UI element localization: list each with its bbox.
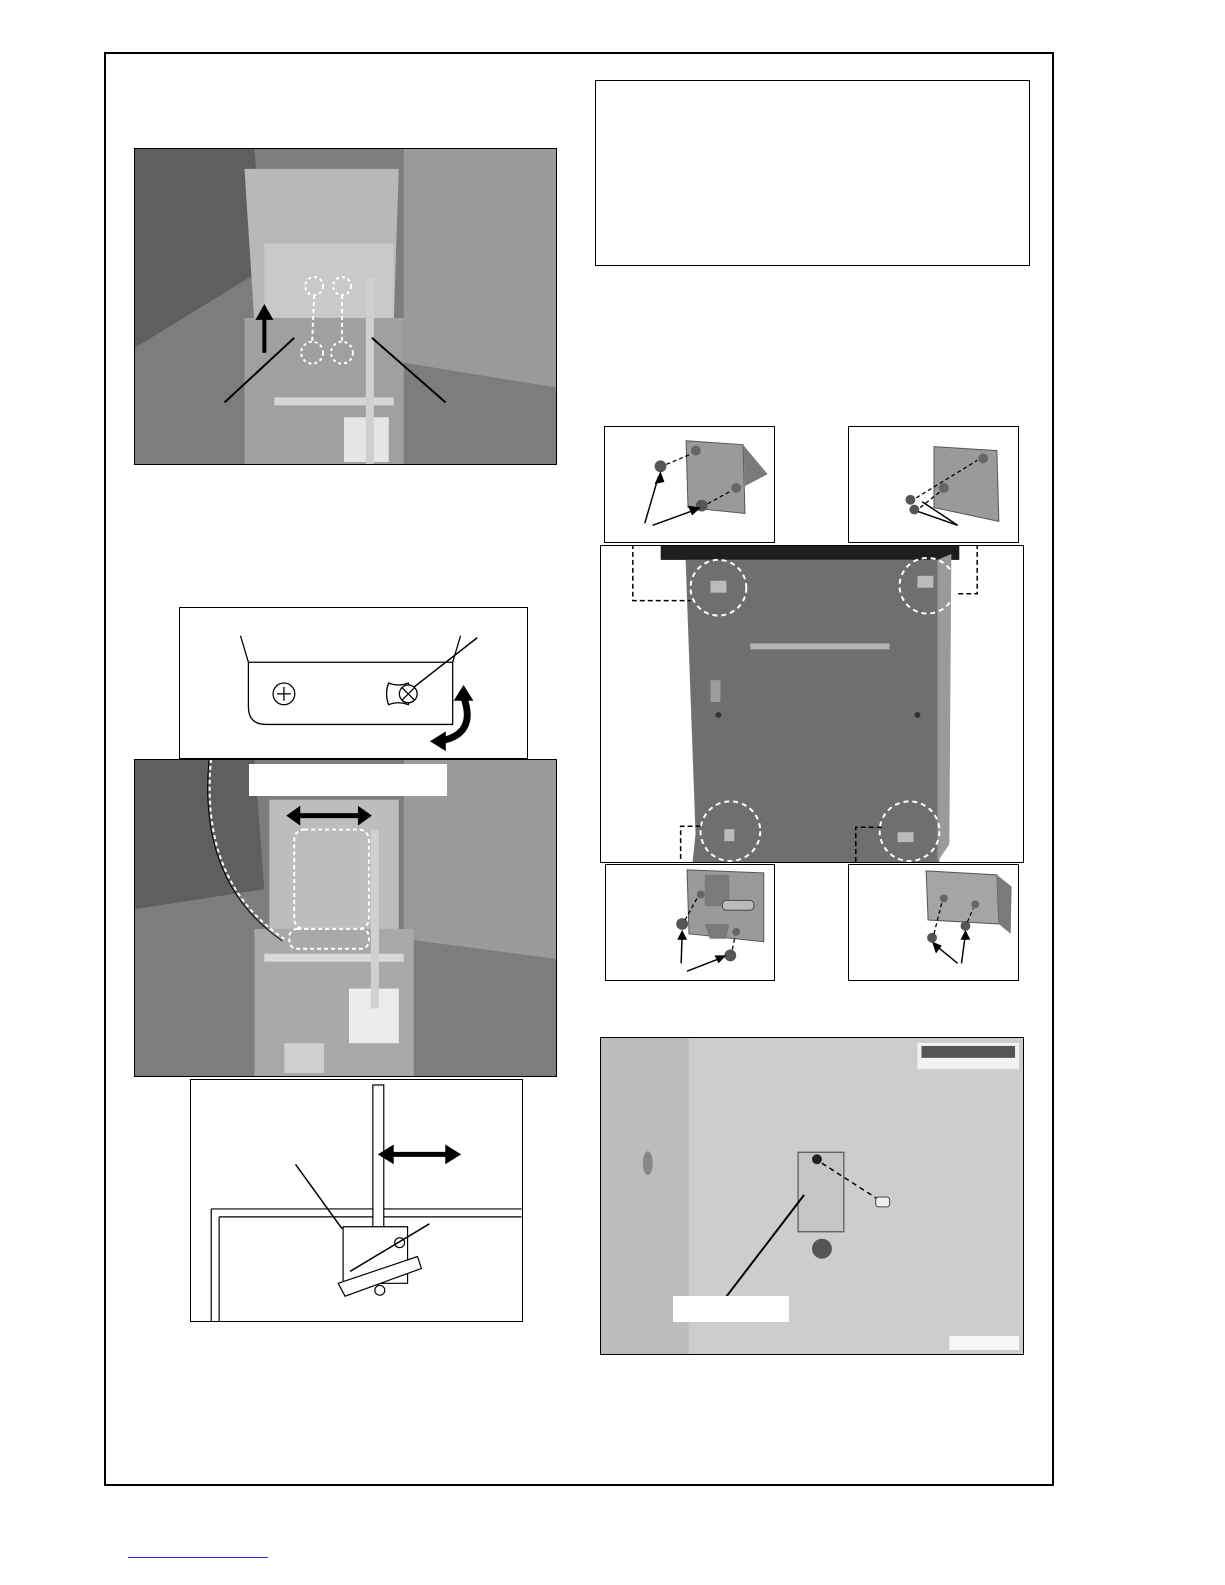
fig-bracket-top-left <box>604 426 775 543</box>
note-box <box>595 80 1030 266</box>
fig-bracket-top-right <box>848 426 1019 543</box>
fig-bracket-bottom-left <box>605 864 775 981</box>
fig-cover-plate <box>600 1037 1024 1355</box>
footer-link[interactable] <box>128 1557 268 1558</box>
label-box <box>673 1296 789 1322</box>
fig-panel-rear <box>600 545 1024 863</box>
fig-drawer-adjust <box>134 759 557 1077</box>
fig-wing-knob-detail <box>179 607 528 759</box>
fig-guide-rod-detail <box>190 1079 523 1322</box>
label-box <box>249 764 447 796</box>
fig-bracket-bottom-right <box>848 864 1019 981</box>
fig-drawer-front <box>134 148 557 465</box>
